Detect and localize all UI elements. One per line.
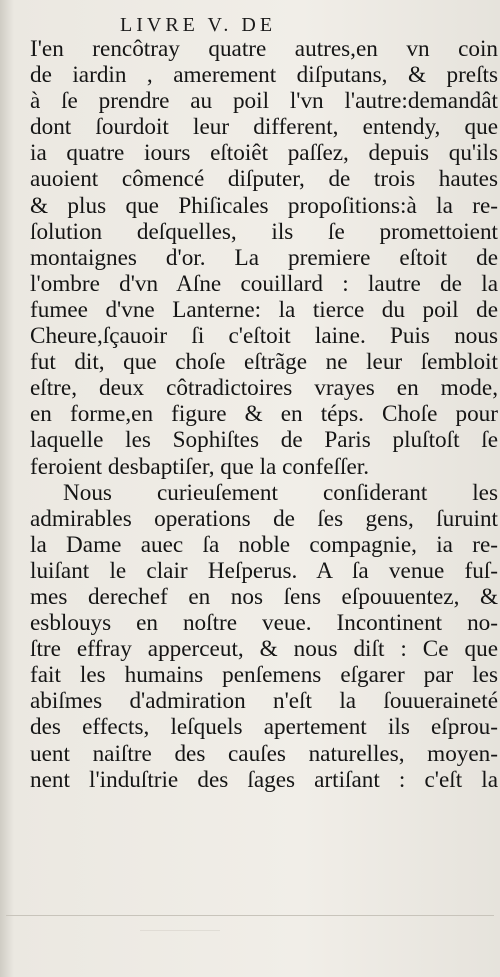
text-line: I'en rencôtray quatre autres,en vn coin	[30, 36, 498, 62]
text-line: Cheure,ſçauoir ſi c'eſtoit laine. Puis nous	[30, 323, 498, 350]
text-line: nent l'induſtrie des ſages artiſant : c'eſt la	[30, 766, 498, 793]
text-line: ia quatre iours eſtoiêt paſſez, depuis qu'ils	[30, 140, 498, 167]
text-line: uent naiſtre des cauſes naturelles, moyen-	[30, 740, 498, 767]
paragraph-end-line: feroient desbaptiſer, que la confeſſer.	[30, 453, 370, 480]
text-line: de iardin , amerement diſputans, & preſts	[30, 62, 498, 89]
text-line: en forme,en figure & en téps. Choſe pour	[30, 401, 498, 428]
text-line: luiſant le clair Heſperus. A ſa venue fuſ-	[30, 557, 498, 584]
text-line: abiſmes d'admiration n'eſt la ſouueraineté	[30, 688, 498, 715]
text-line: dont ſourdoit leur different, entendy, que	[30, 114, 498, 141]
running-head: LIVRE V. DE	[120, 14, 277, 36]
text-line: esblouys en noſtre veue. Incontinent no-	[30, 610, 498, 637]
text-line: eſtre, deux côtradictoires vrayes en mode,	[30, 375, 498, 402]
text-line: fut dit, que choſe eſtrãge ne leur ſembloit	[30, 349, 498, 376]
text-line: des effects, leſquels apertement ils eſprou-	[30, 714, 498, 741]
text-line: ſtre effray apperceut, & nous diſt : Ce que	[30, 636, 498, 663]
body-text	[30, 36, 498, 793]
text-line: montaignes d'or. La premiere eſtoit de	[30, 244, 498, 271]
text-line: l'ombre d'vn Aſne couillard : lautre de la	[30, 270, 498, 297]
page-bottom-edge	[6, 915, 494, 916]
show-through-mark	[140, 930, 220, 953]
text-line: à ſe prendre au poil l'vn l'autre:demandât	[30, 88, 498, 115]
text-line: fumee d'vne Lanterne: la tierce du poil de	[30, 296, 498, 323]
text-line: admirables operations de ſes gens, ſuruint	[30, 505, 498, 532]
text-line: la Dame auec ſa noble compagnie, ia re-	[30, 531, 498, 558]
paragraph-start-line: Nous curieuſement conſiderant les	[63, 479, 498, 506]
text-line: laquelle les Sophiſtes de Paris pluſtoſt ſe	[30, 427, 498, 454]
text-line: fait les humains penſemens eſgarer par les	[30, 662, 498, 689]
text-line: ſolution deſquelles, ils ſe promettoient	[30, 218, 498, 245]
text-line: mes derechef en nos ſens eſpouuentez, &	[30, 583, 498, 610]
text-line: & plus que Phiſicales propoſitions:à la re-	[30, 192, 498, 219]
text-line: auoient cômencé diſputer, de trois hautes	[30, 166, 498, 193]
